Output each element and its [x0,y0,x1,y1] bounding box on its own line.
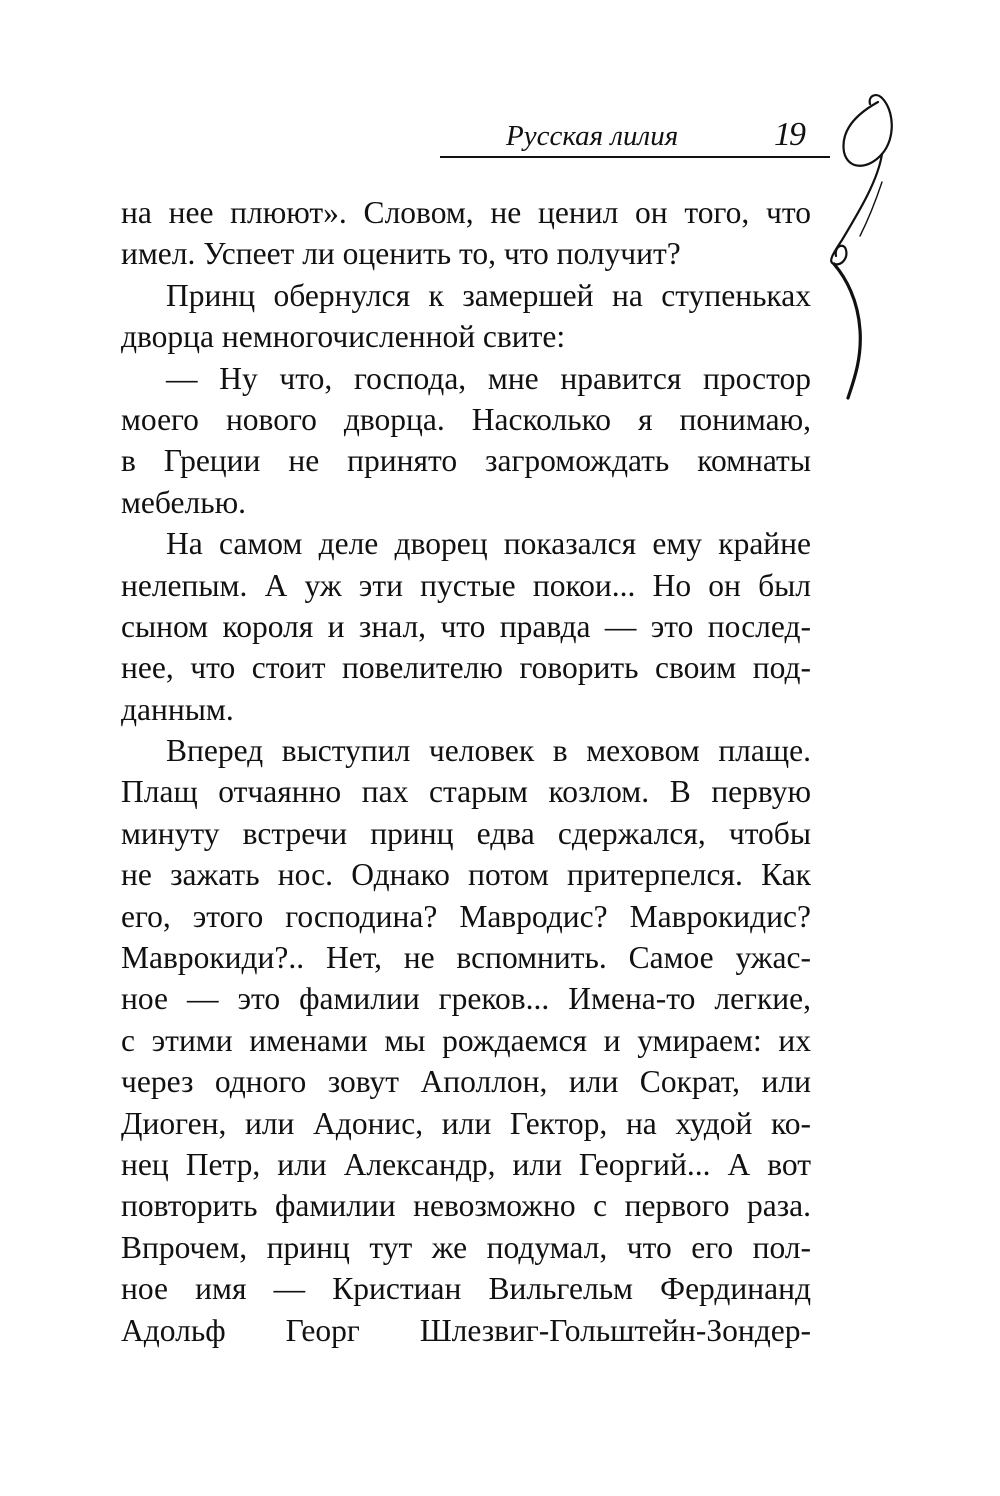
text-line: моего нового дворца. Насколько я понимаю, [121,401,811,437]
text-line: Вперед выступил человек в меховом плаще. [166,733,811,769]
text-line: на нее плюют». Словом, не ценил он того, что [121,195,811,230]
text-line: Диоген, или Адонис, или Гектор, на худой ко- [121,1105,811,1141]
page-number: 19 [774,116,804,153]
text-line: нец Петр, или Александр, или Георгий... А вот [121,1146,811,1182]
calligraphic-flourish-icon [820,90,910,410]
running-header [440,112,840,162]
header-title: Русская лилия [506,120,679,152]
text-line: Принц обернулся к замершей на ступеньках [166,277,811,313]
text-line: ное — это фамилии греков... Имена-то легкие, [121,981,811,1017]
text-line: нелепым. А уж эти пустые покои... Но он был [121,567,811,603]
body-text [121,192,811,1351]
text-line: имел. Успеет ли оценить то, что получит? [121,236,681,272]
text-line: Адольф Георг Шлезвиг-Гольштейн-Зондер- [121,1312,811,1348]
text-line: мебелью. [121,484,247,520]
text-line: Впрочем, принц тут же подумал, что его пол- [121,1229,811,1265]
text-line: ное имя — Кристиан Вильгельм Фердинанд [121,1271,811,1307]
text-line: с этими именами мы рождаемся и умираем: их [121,1022,811,1058]
text-line: Плащ отчаянно пах старым козлом. В первую [121,774,811,810]
text-line: На самом деле дворец показался ему крайне [166,526,811,562]
text-line: в Греции не принято загромождать комнаты [121,443,811,479]
text-line: дворца немногочисленной свите: [121,319,566,355]
text-line: минуту встречи принц едва сдержался, чтобы [121,815,811,851]
text-line: через одного зовут Аполлон, или Сократ, или [121,1064,811,1100]
text-line: — Ну что, господа, мне нравится простор [166,360,811,396]
text-line: не зажать нос. Однако потом притерпелся. Как [121,857,811,893]
text-line: данным. [121,691,234,727]
text-line: его, этого господина? Мавродис? Маврокидис? [121,898,811,934]
text-line: нее, что стоит повелителю говорить своим под- [121,650,811,686]
text-line: Маврокиди?.. Нет, не вспомнить. Самое ужас- [121,940,811,976]
text-line: повторить фамилии невозможно с первого раза. [121,1188,811,1224]
text-line: сыном короля и знал, что правда — это послед- [121,608,811,644]
header-rule [440,156,830,158]
